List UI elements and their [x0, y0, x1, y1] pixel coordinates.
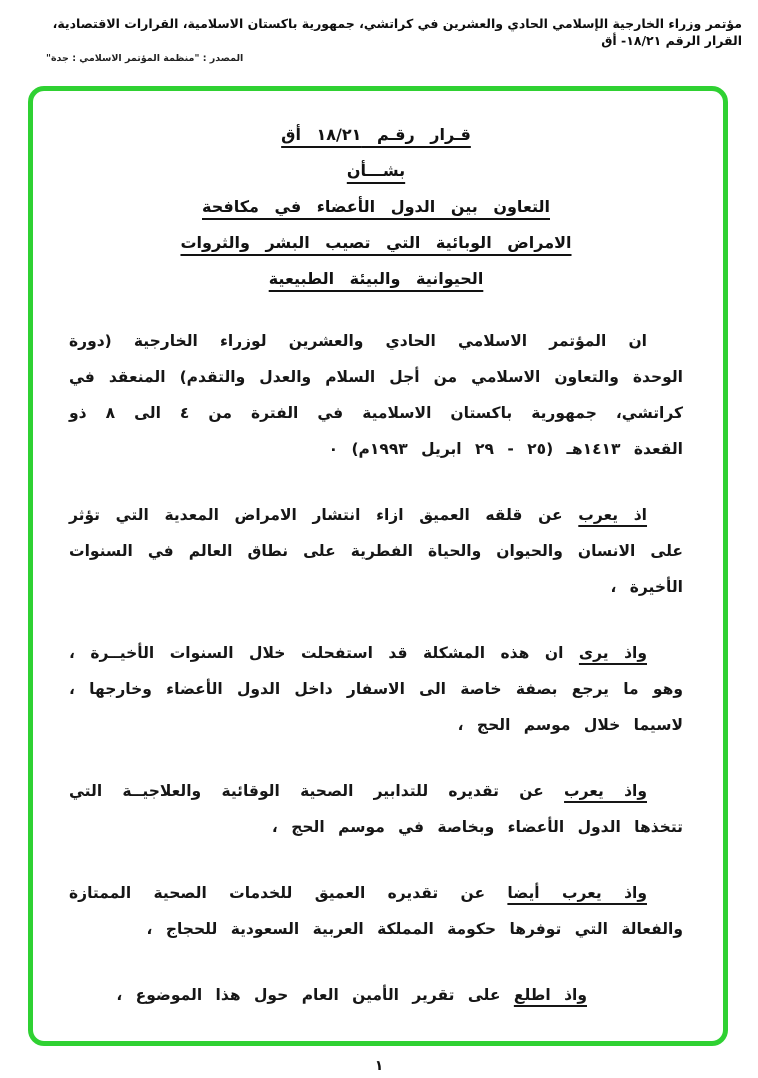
document-frame — [28, 86, 728, 1046]
paragraph-appreciation-services — [69, 875, 683, 947]
title-line-1: التعاون بين الدول الأعضاء في مكافحة — [202, 197, 550, 216]
paragraph-text: ان المؤتمر الاسلامي الحادي والعشرين لوزراء الخارجية (دورة الوحدة والتعاون الاسلامي من أجل السلام والعدل والتقدم) المنعقد في كراتشي، جمهورية باكستان الاسلامية في الفترة من ٤ الى ٨ ذو القعدة ١٤١٣هـ (٢٥ - ٢٩ ابريل ١٩٩٣م) ٠ — [69, 332, 684, 458]
title-block — [69, 117, 683, 297]
paragraph-lead: واذ يعرب — [564, 782, 647, 800]
subject-label: بشـــأن — [346, 161, 406, 180]
page-header: مؤتمر وزراء الخارجية الإسلامي الحادي والعشرين في كراتشي، جمهورية باكستان الاسلامية، القرارات الاقتصادية، القرار الرقم ١٨/٢١- أق — [52, 16, 742, 48]
paragraph-lead: اذ يعرب — [578, 506, 648, 524]
title-line-2: الامراض الوبائية التي تصيب البشر والثروات — [180, 233, 572, 252]
paragraph-lead: واذ يرى — [578, 644, 647, 662]
source-line: المصدر : "منظمة المؤتمر الاسلامي : جدة" — [46, 52, 244, 64]
page-number: ١ — [374, 1058, 384, 1074]
resolution-number-title: قـرار رقـم ١٨/٢١ أق — [281, 125, 471, 144]
paragraph-appreciation-measures — [69, 773, 683, 845]
paragraph-concern — [69, 497, 683, 605]
paragraph-text: عن تقديره العميق للخدمات الصحية الممتازة والفعالة التي توفرها حكومة المملكة العربية السعودية للحجاج ، — [69, 884, 683, 938]
paragraph-text: على تقرير الأمين العام حول هذا الموضوع ، — [116, 986, 501, 1004]
preamble-paragraph — [69, 323, 683, 467]
paragraph-lead: واذ يعرب أيضا — [507, 884, 647, 902]
paragraph-lead: واذ اطلع — [513, 986, 587, 1004]
paragraph-text: عن قلقه العميق ازاء انتشار الامراض المعدية التي تؤثر على الانسان والحيوان والحياة الفطرية على نطاق العالم في السنوات الأخيرة ، — [69, 506, 683, 596]
paragraph-text: ان هذه المشكلة قد استفحلت خلال السنوات الأخيــرة ، وهو ما يرجع بصفة خاصة الى الاسفار داخل الدول الأعضاء وخارجها ، لاسيما خلال موسم الحج ، — [69, 644, 683, 734]
paragraph-report-note — [69, 977, 683, 1013]
paragraph-observation — [69, 635, 683, 743]
paragraph-text: عن تقديره للتدابير الصحية الوقائية والعلاجيــة التي تتخذها الدول الأعضاء وبخاصة في موسم الحج ، — [69, 782, 683, 836]
title-line-3: الحيوانية والبيئة الطبيعية — [268, 269, 484, 288]
